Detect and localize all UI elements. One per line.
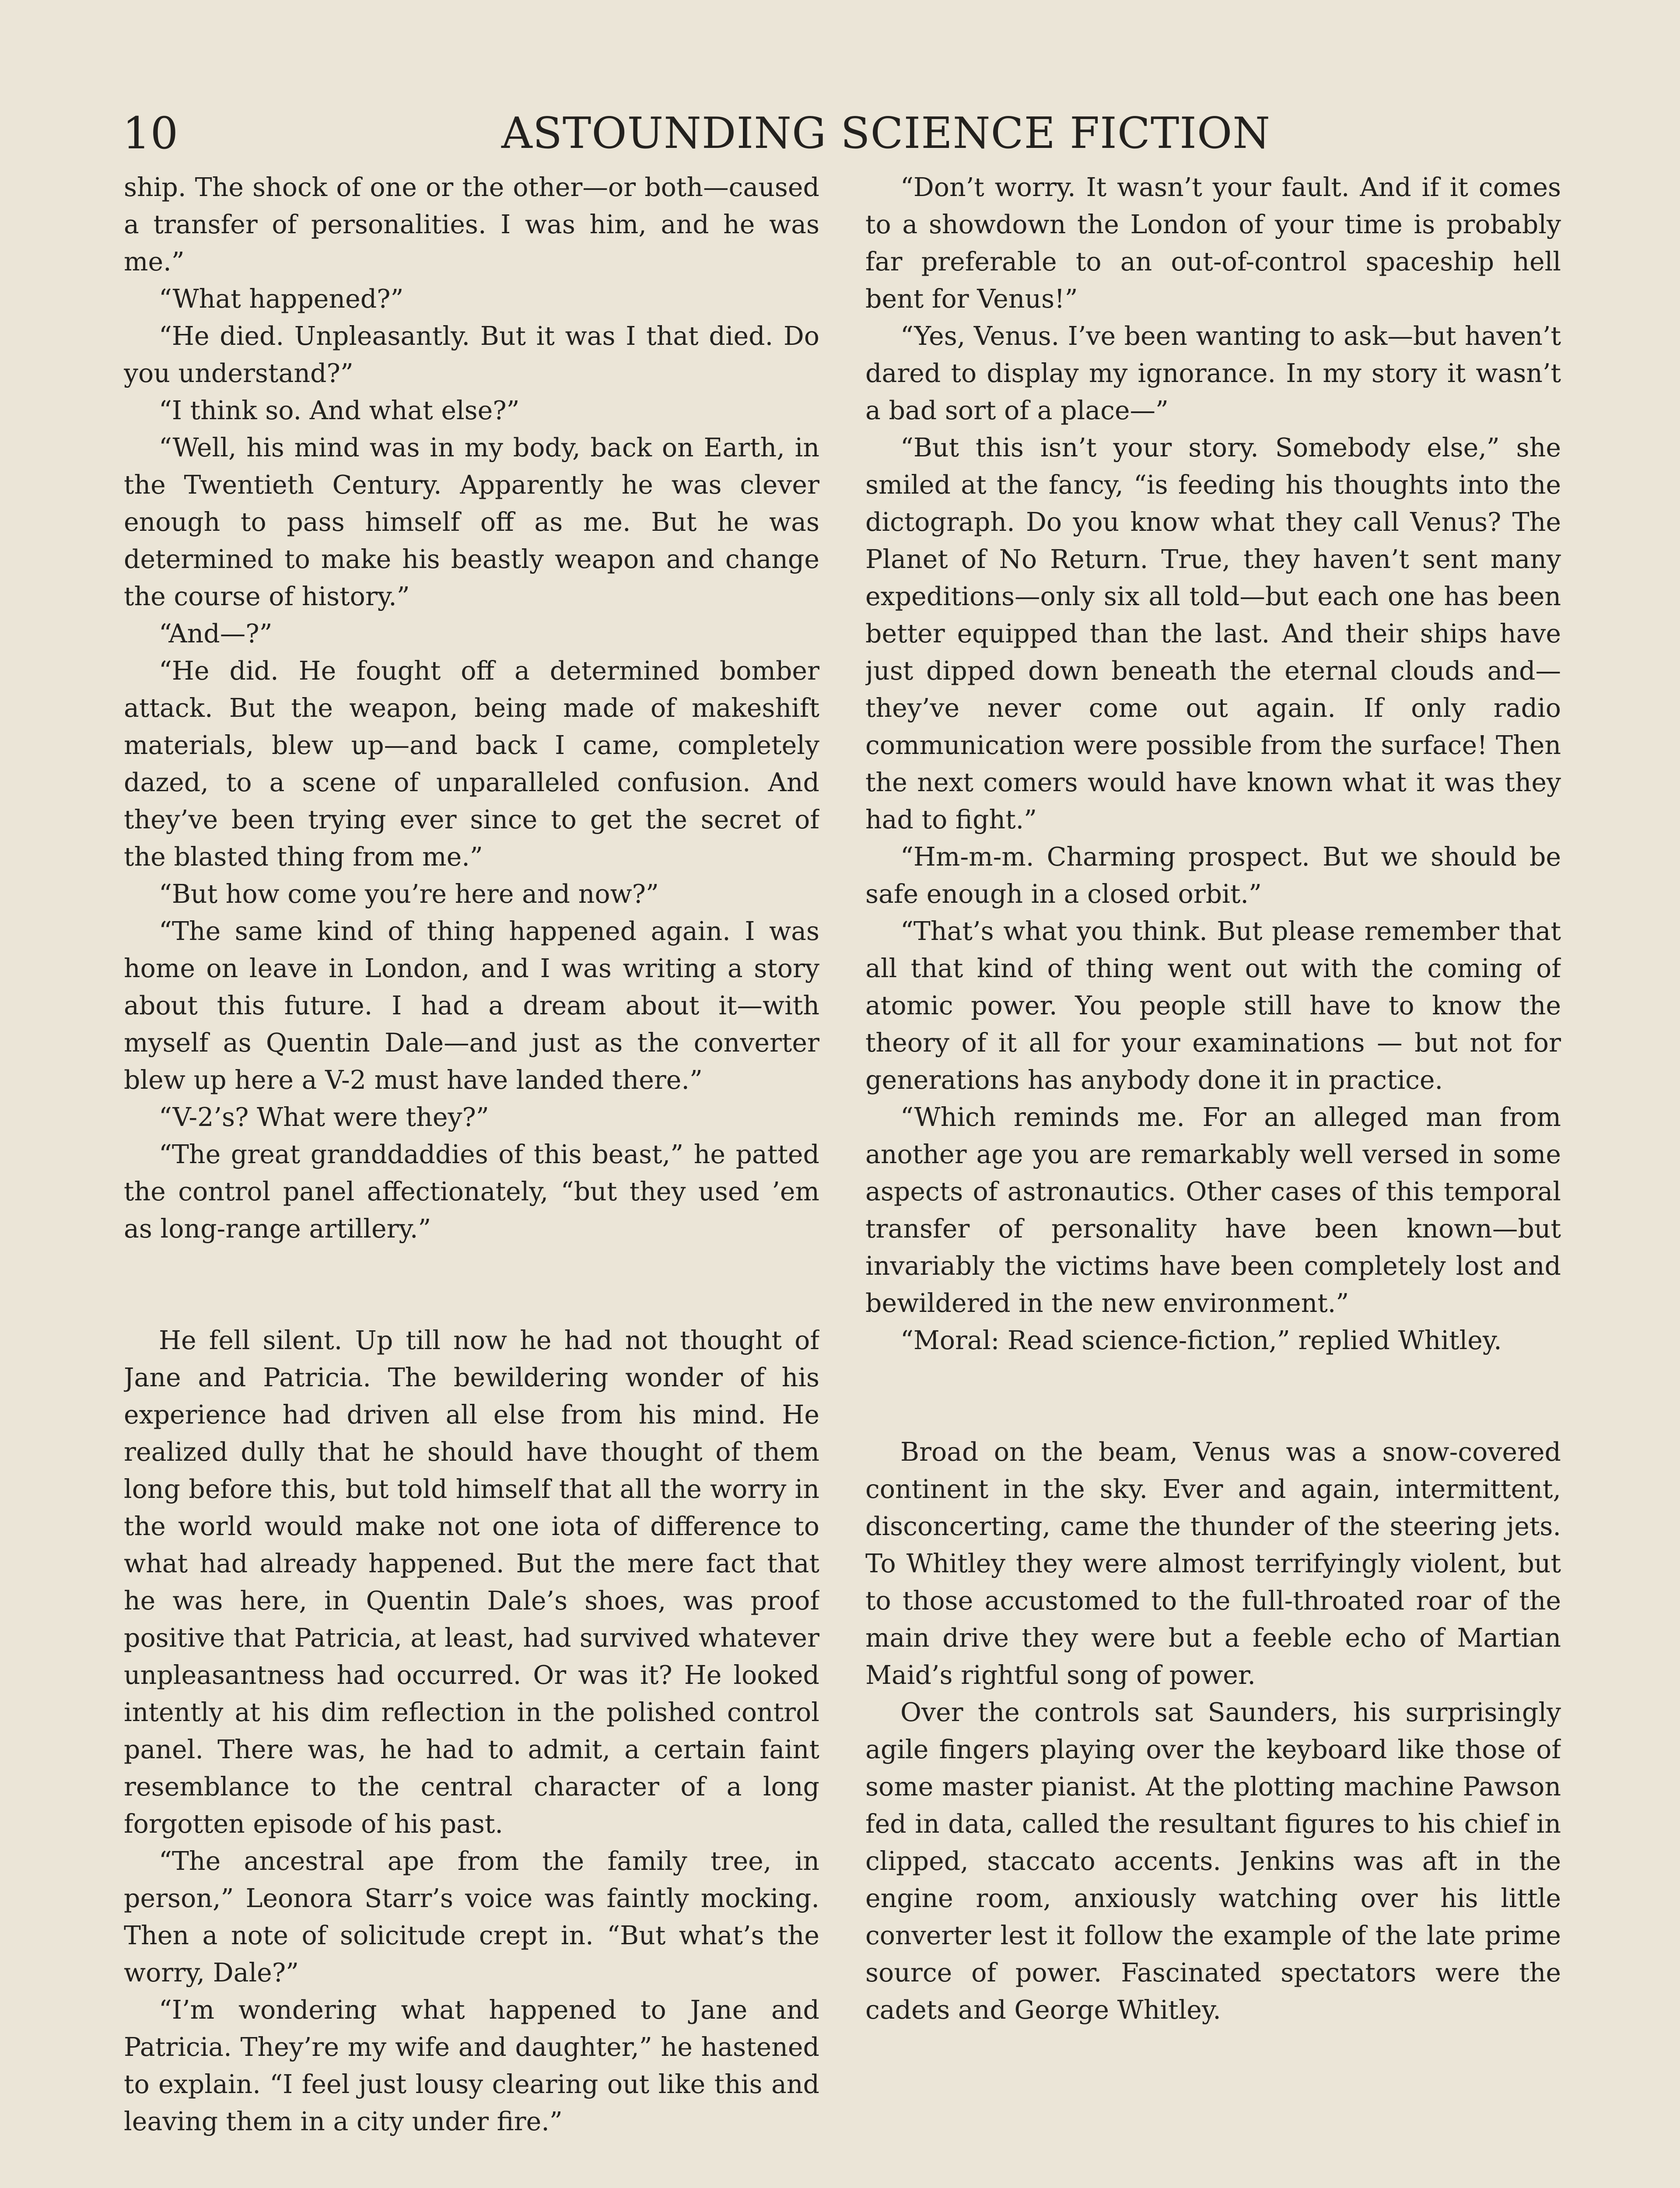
paragraph: “Yes, Venus. I’ve been wanting to ask—but haven’t dared to display my ignorance. In my story it wasn’t a bad sort of a place—” (865, 321, 1561, 425)
paragraph: Broad on the beam, Venus was a snow-covered continent in the sky. Ever and again, intermittent, disconcerting, came the thunder of the steering jets. To Whitley they were almost terrifyingly violent, but to those accustomed to the full-throated roar of the main drive they were but a feeble echo of Martian Maid’s rightful song of power. (865, 1437, 1561, 1690)
left-column (124, 169, 819, 2188)
paragraph: “Don’t worry. It wasn’t your fault. And if it comes to a showdown the London of your time is probably far preferable to an out-of-control spaceship hell bent for Venus!” (865, 172, 1561, 314)
paragraph: “That’s what you think. But please remember that all that kind of thing went out with the coming of atomic power. You people still have to know the theory of it all for your examinations — but not for generations has anybody done it in practice. (865, 916, 1561, 1095)
paragraph: “The same kind of thing happened again. I was home on leave in London, and I was writing a story about this future. I had a dream about it—with myself as Quentin Dale—and just as the converter blew up here a V-2 must have landed there.” (124, 916, 819, 1095)
paragraph: “V-2’s? What were they?” (159, 1102, 489, 1132)
paragraph: “The ancestral ape from the family tree, in person,” Leonora Starr’s voice was faintly mocking. Then a note of solicitude crept in. “But what’s the worry, Dale?” (124, 1846, 819, 1988)
paragraph: “And—?” (159, 619, 273, 649)
paragraph: “He died. Unpleasantly. But it was I that died. Do you understand?” (124, 321, 819, 388)
paragraph: Over the controls sat Saunders, his surprisingly agile fingers playing over the keyboard like those of some master pianist. At the plotting machine Pawson fed in data, called the resultant figures to his chief in clipped, staccato accents. Jenkins was aft in the engine room, anxiously watching over his little converter lest it follow the example of the late prime source of power. Fascinated spectators were the cadets and George Whitley. (865, 1697, 1561, 2025)
paragraph: “I think so. And what else?” (159, 396, 520, 425)
paragraph: “The great granddaddies of this beast,” he patted the control panel affectionately, “but they used ’em as long-range artillery.” (124, 1140, 819, 1244)
running-title: ASTOUNDING SCIENCE FICTION (501, 109, 1271, 158)
page-header (122, 109, 1562, 158)
paragraph: “Which reminds me. For an alleged man from another age you are remarkably well versed in some aspects of astronautics. Other cases of this temporal transfer of personality have been known—but invariably the victims have been completely lost and bewildered in the new environment.” (865, 1102, 1561, 1318)
paragraph: “But how come you’re here and now?” (159, 879, 659, 909)
paragraph: “Hm-m-m. Charming prospect. But we should be safe enough in a closed orbit.” (865, 842, 1561, 909)
paragraph: “But this isn’t your story. Somebody else,” she smiled at the fancy, “is feeding his thoughts into the dictograph. Do you know what they call Venus? The Planet of No Return. True, they haven’t sent many expeditions—only six all told—but each one has been better equipped than the last. And their ships have just dipped down beneath the eternal clouds and—they’ve never come out again. If only radio communication were possible from the surface! Then the next comers would have known what it was they had to fight.” (865, 433, 1561, 835)
paragraph: “I’m wondering what happened to Jane and Patricia. They’re my wife and daughter,” he hastened to explain. “I feel just lousy clearing out like this and leaving them in a city under fire.” (124, 1995, 819, 2136)
paragraph: “Well, his mind was in my body, back on Earth, in the Twentieth Century. Apparently he was clever enough to pass himself off as me. But he was determined to make his beastly weapon and change the course of history.” (124, 433, 819, 611)
page-number: 10 (122, 108, 178, 159)
paragraph: “He did. He fought off a determined bomber attack. But the weapon, being made of makeshift materials, blew up—and back I came, completely dazed, to a scene of unparalleled confusion. And they’ve been trying ever since to get the secret of the blasted thing from me.” (124, 656, 819, 872)
paragraph: He fell silent. Up till now he had not thought of Jane and Patricia. The bewildering wonder of his experience had driven all else from his mind. He realized dully that he should have thought of them long before this, but told himself that all the worry in the world would make not one iota of difference to what had already happened. But the mere fact that he was here, in Quentin Dale’s shoes, was proof positive that Patricia, at least, had survived whatever unpleasantness had occurred. Or was it? He looked intently at his dim reflection in the polished control panel. There was, he had to admit, a certain faint resemblance to the central character of a long forgotten episode of his past. (124, 1325, 819, 1839)
right-column (865, 169, 1561, 2188)
paragraph: “Moral: Read science-fiction,” replied Whitley. (900, 1325, 1502, 1355)
paragraph: ship. The shock of one or the other—or both—caused a transfer of personalities. I was him, and he was me.” (124, 172, 819, 277)
paragraph: “What happened?” (159, 284, 404, 314)
